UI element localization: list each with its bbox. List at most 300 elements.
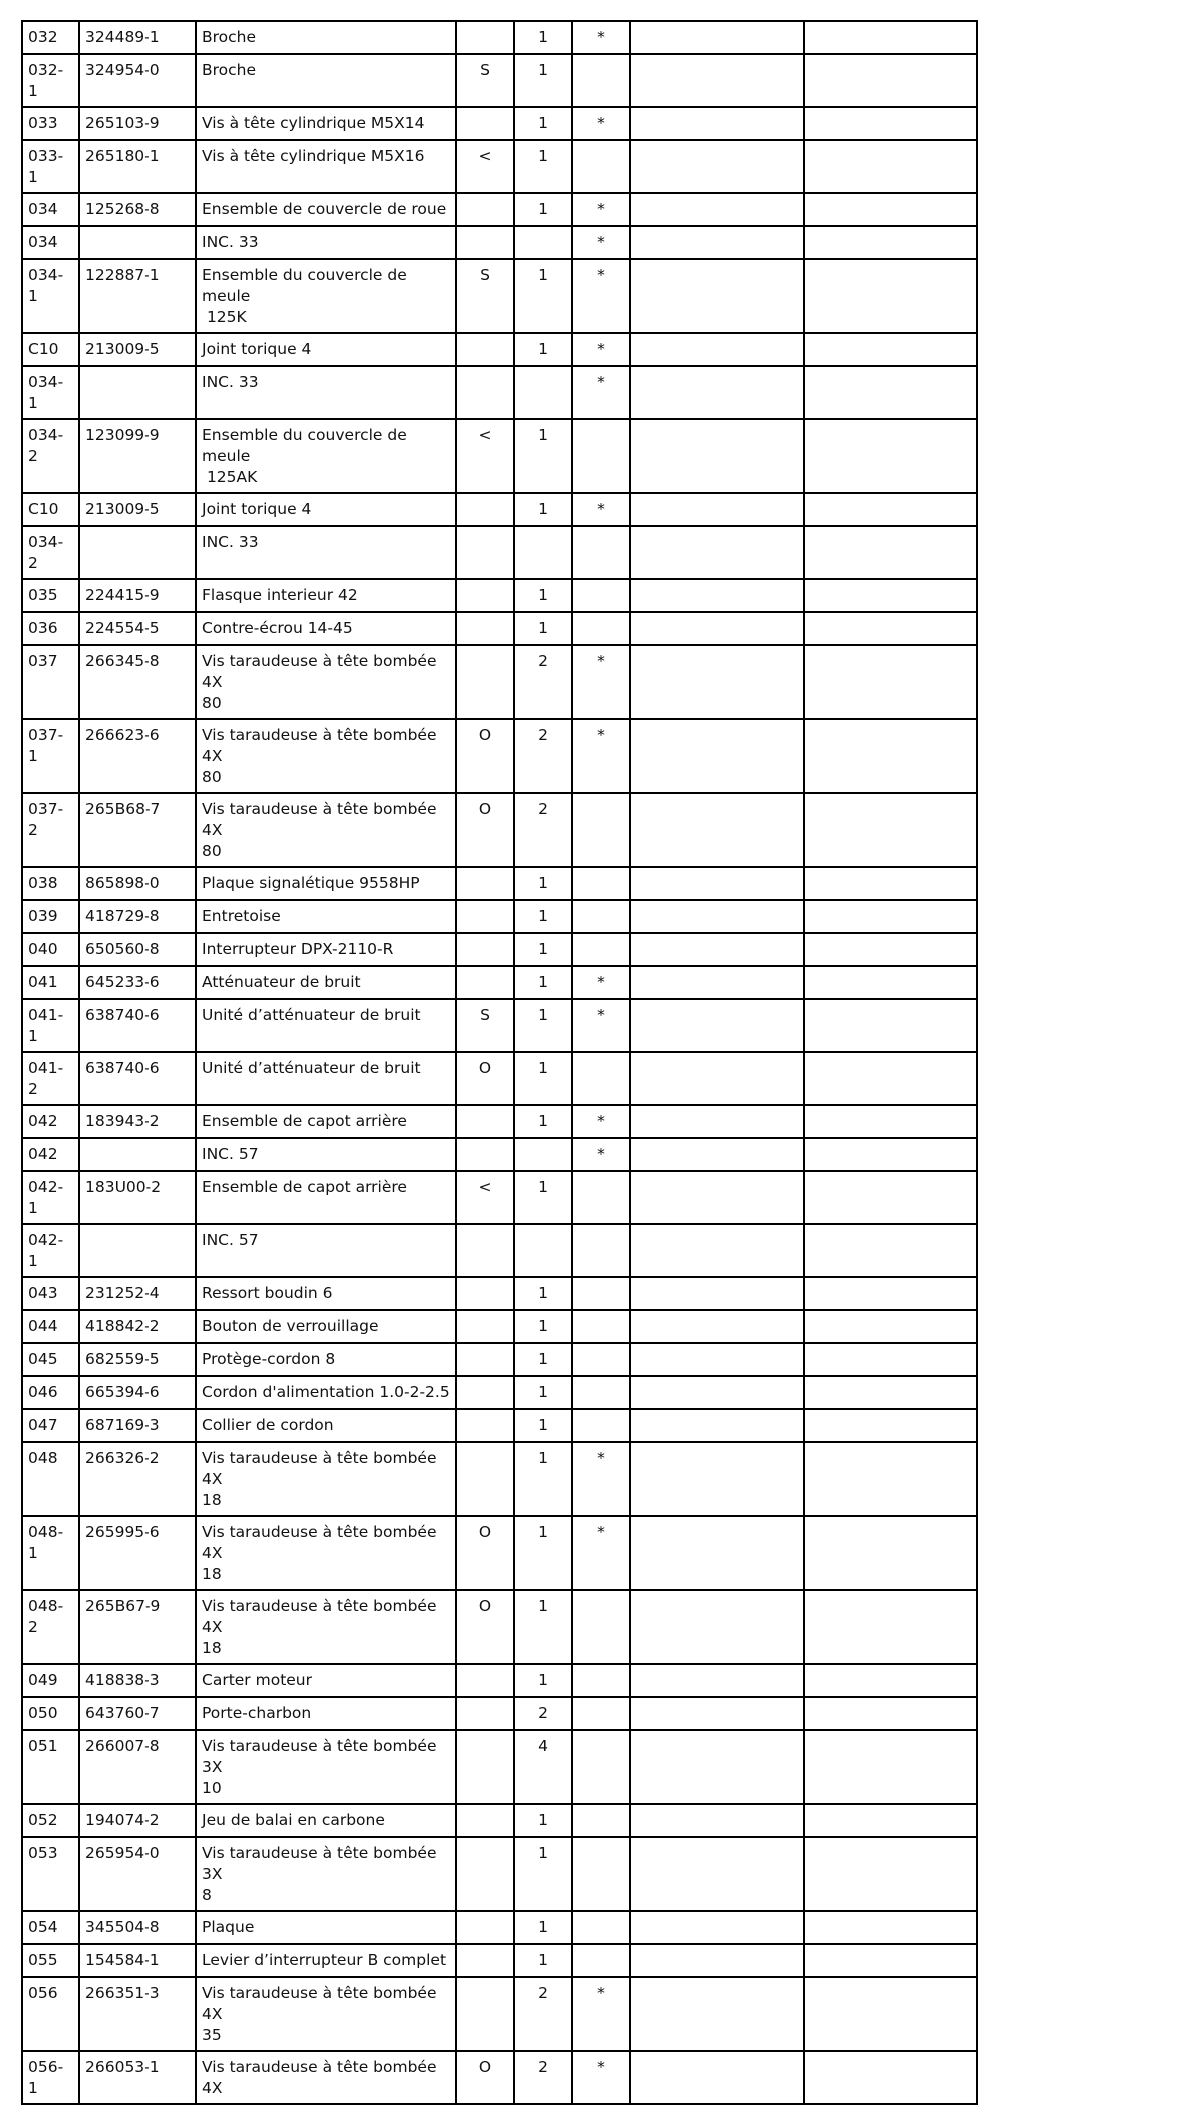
change-code-cell — [456, 933, 514, 966]
description-cell: Plaque — [196, 1911, 456, 1944]
marker-cell — [572, 1697, 630, 1730]
change-code-cell — [456, 1804, 514, 1837]
part-number-cell — [79, 366, 196, 419]
table-row — [22, 54, 977, 107]
table-row — [22, 579, 977, 612]
part-number-cell: 324954-0 — [79, 54, 196, 107]
remarks-cell — [804, 193, 977, 226]
marker-cell — [572, 933, 630, 966]
item-number-cell: 032-1 — [22, 54, 79, 107]
change-code-cell — [456, 1138, 514, 1171]
item-number-cell: 043 — [22, 1277, 79, 1310]
description-cell: Jeu de balai en carbone — [196, 1804, 456, 1837]
change-code-cell — [456, 1105, 514, 1138]
change-code-cell: O — [456, 1590, 514, 1664]
change-code-cell — [456, 493, 514, 526]
notes-cell — [630, 612, 804, 645]
quantity-cell — [514, 526, 572, 579]
notes-cell — [630, 1138, 804, 1171]
change-code-cell — [456, 1664, 514, 1697]
notes-cell — [630, 1664, 804, 1697]
part-number-cell: 194074-2 — [79, 1804, 196, 1837]
marker-cell: * — [572, 107, 630, 140]
change-code-cell — [456, 1409, 514, 1442]
description-cell: Interrupteur DPX-2110-R — [196, 933, 456, 966]
item-number-cell: 048-2 — [22, 1590, 79, 1664]
part-number-cell: 266053-1 — [79, 2051, 196, 2104]
notes-cell — [630, 1409, 804, 1442]
quantity-cell: 1 — [514, 1277, 572, 1310]
table-row — [22, 1697, 977, 1730]
description-cell: Contre-écrou 14-45 — [196, 612, 456, 645]
change-code-cell — [456, 1697, 514, 1730]
quantity-cell: 2 — [514, 719, 572, 793]
item-number-cell: 034-1 — [22, 259, 79, 333]
part-number-cell — [79, 1138, 196, 1171]
description-cell: Vis à tête cylindrique M5X14 — [196, 107, 456, 140]
part-number-cell: 224415-9 — [79, 579, 196, 612]
remarks-cell — [804, 1516, 977, 1590]
remarks-cell — [804, 419, 977, 493]
change-code-cell — [456, 966, 514, 999]
item-number-cell: 039 — [22, 900, 79, 933]
remarks-cell — [804, 999, 977, 1052]
notes-cell — [630, 419, 804, 493]
quantity-cell: 1 — [514, 1343, 572, 1376]
notes-cell — [630, 107, 804, 140]
item-number-cell: 033-1 — [22, 140, 79, 193]
change-code-cell — [456, 900, 514, 933]
description-cell: Atténuateur de bruit — [196, 966, 456, 999]
table-row — [22, 867, 977, 900]
description-cell: Ensemble du couvercle de meule 125AK — [196, 419, 456, 493]
marker-cell — [572, 1944, 630, 1977]
quantity-cell: 1 — [514, 900, 572, 933]
part-number-cell: 265B67-9 — [79, 1590, 196, 1664]
item-number-cell: 050 — [22, 1697, 79, 1730]
notes-cell — [630, 1837, 804, 1911]
table-row — [22, 1343, 977, 1376]
item-number-cell: 034-2 — [22, 526, 79, 579]
table-row — [22, 1804, 977, 1837]
table-row — [22, 1052, 977, 1105]
table-row — [22, 1944, 977, 1977]
part-number-cell: 865898-0 — [79, 867, 196, 900]
part-number-cell: 123099-9 — [79, 419, 196, 493]
remarks-cell — [804, 1171, 977, 1224]
table-row — [22, 1409, 977, 1442]
item-number-cell: 056 — [22, 1977, 79, 2051]
remarks-cell — [804, 333, 977, 366]
change-code-cell — [456, 1944, 514, 1977]
part-number-cell — [79, 1224, 196, 1277]
part-number-cell: 418842-2 — [79, 1310, 196, 1343]
marker-cell — [572, 54, 630, 107]
part-number-cell: 266351-3 — [79, 1977, 196, 2051]
notes-cell — [630, 526, 804, 579]
notes-cell — [630, 933, 804, 966]
item-number-cell: 053 — [22, 1837, 79, 1911]
remarks-cell — [804, 226, 977, 259]
marker-cell — [572, 579, 630, 612]
change-code-cell: O — [456, 793, 514, 867]
quantity-cell: 1 — [514, 1171, 572, 1224]
change-code-cell: S — [456, 259, 514, 333]
description-cell: Broche — [196, 21, 456, 54]
item-number-cell: 042 — [22, 1138, 79, 1171]
description-cell: Levier d’interrupteur B complet — [196, 1944, 456, 1977]
description-cell: Protège-cordon 8 — [196, 1343, 456, 1376]
quantity-cell: 2 — [514, 645, 572, 719]
notes-cell — [630, 1376, 804, 1409]
notes-cell — [630, 1105, 804, 1138]
part-number-cell: 266326-2 — [79, 1442, 196, 1516]
marker-cell: * — [572, 999, 630, 1052]
table-row — [22, 645, 977, 719]
notes-cell — [630, 1310, 804, 1343]
description-cell: Unité d’atténuateur de bruit — [196, 999, 456, 1052]
table-row — [22, 1105, 977, 1138]
description-cell: Vis taraudeuse à tête bombée 4X — [196, 2051, 456, 2104]
remarks-cell — [804, 140, 977, 193]
marker-cell — [572, 1409, 630, 1442]
part-number-cell: 183943-2 — [79, 1105, 196, 1138]
quantity-cell: 1 — [514, 419, 572, 493]
remarks-cell — [804, 793, 977, 867]
notes-cell — [630, 1516, 804, 1590]
marker-cell: * — [572, 1105, 630, 1138]
description-cell: INC. 33 — [196, 526, 456, 579]
notes-cell — [630, 1977, 804, 2051]
notes-cell — [630, 1343, 804, 1376]
notes-cell — [630, 1804, 804, 1837]
marker-cell: * — [572, 719, 630, 793]
item-number-cell: 037 — [22, 645, 79, 719]
part-number-cell: 650560-8 — [79, 933, 196, 966]
part-number-cell — [79, 226, 196, 259]
notes-cell — [630, 2051, 804, 2104]
notes-cell — [630, 333, 804, 366]
quantity-cell: 1 — [514, 193, 572, 226]
table-row — [22, 1977, 977, 2051]
remarks-cell — [804, 1804, 977, 1837]
description-cell: Collier de cordon — [196, 1409, 456, 1442]
table-row — [22, 193, 977, 226]
quantity-cell: 1 — [514, 1310, 572, 1343]
marker-cell — [572, 900, 630, 933]
parts-list-body — [22, 21, 977, 2104]
part-number-cell: 638740-6 — [79, 999, 196, 1052]
change-code-cell — [456, 612, 514, 645]
change-code-cell — [456, 1224, 514, 1277]
quantity-cell: 1 — [514, 1837, 572, 1911]
remarks-cell — [804, 1409, 977, 1442]
marker-cell — [572, 1804, 630, 1837]
part-number-cell: 265103-9 — [79, 107, 196, 140]
change-code-cell: S — [456, 999, 514, 1052]
marker-cell — [572, 1911, 630, 1944]
quantity-cell: 1 — [514, 999, 572, 1052]
description-cell: INC. 33 — [196, 366, 456, 419]
item-number-cell: 034 — [22, 193, 79, 226]
change-code-cell — [456, 1730, 514, 1804]
table-row — [22, 1224, 977, 1277]
change-code-cell: O — [456, 2051, 514, 2104]
remarks-cell — [804, 526, 977, 579]
change-code-cell — [456, 579, 514, 612]
item-number-cell: 042-1 — [22, 1224, 79, 1277]
notes-cell — [630, 1224, 804, 1277]
remarks-cell — [804, 54, 977, 107]
remarks-cell — [804, 933, 977, 966]
notes-cell — [630, 1697, 804, 1730]
remarks-cell — [804, 1697, 977, 1730]
marker-cell — [572, 419, 630, 493]
item-number-cell: 052 — [22, 1804, 79, 1837]
notes-cell — [630, 1442, 804, 1516]
change-code-cell — [456, 645, 514, 719]
quantity-cell: 1 — [514, 1052, 572, 1105]
remarks-cell — [804, 21, 977, 54]
notes-cell — [630, 1944, 804, 1977]
quantity-cell: 1 — [514, 1376, 572, 1409]
marker-cell: * — [572, 1138, 630, 1171]
part-number-cell: 213009-5 — [79, 333, 196, 366]
marker-cell: * — [572, 333, 630, 366]
marker-cell — [572, 612, 630, 645]
marker-cell — [572, 793, 630, 867]
table-row — [22, 1837, 977, 1911]
description-cell: Ensemble de capot arrière — [196, 1171, 456, 1224]
change-code-cell — [456, 867, 514, 900]
part-number-cell: 324489-1 — [79, 21, 196, 54]
description-cell: Vis taraudeuse à tête bombée 4X 18 — [196, 1442, 456, 1516]
marker-cell — [572, 1052, 630, 1105]
change-code-cell — [456, 1277, 514, 1310]
change-code-cell: O — [456, 1516, 514, 1590]
marker-cell — [572, 1730, 630, 1804]
item-number-cell: C10 — [22, 333, 79, 366]
part-number-cell: 638740-6 — [79, 1052, 196, 1105]
notes-cell — [630, 1052, 804, 1105]
quantity-cell: 2 — [514, 793, 572, 867]
remarks-cell — [804, 1376, 977, 1409]
description-cell: Vis taraudeuse à tête bombée 4X 80 — [196, 793, 456, 867]
quantity-cell — [514, 1224, 572, 1277]
notes-cell — [630, 1911, 804, 1944]
quantity-cell: 1 — [514, 1911, 572, 1944]
item-number-cell: 042-1 — [22, 1171, 79, 1224]
marker-cell — [572, 1837, 630, 1911]
item-number-cell: 035 — [22, 579, 79, 612]
marker-cell: * — [572, 1977, 630, 2051]
marker-cell — [572, 1343, 630, 1376]
item-number-cell: 045 — [22, 1343, 79, 1376]
notes-cell — [630, 493, 804, 526]
notes-cell — [630, 259, 804, 333]
quantity-cell — [514, 366, 572, 419]
table-row — [22, 1310, 977, 1343]
notes-cell — [630, 140, 804, 193]
part-number-cell: 418729-8 — [79, 900, 196, 933]
marker-cell — [572, 1664, 630, 1697]
item-number-cell: C10 — [22, 493, 79, 526]
description-cell: Vis taraudeuse à tête bombée 4X 35 — [196, 1977, 456, 2051]
quantity-cell: 2 — [514, 1977, 572, 2051]
part-number-cell: 183U00-2 — [79, 1171, 196, 1224]
part-number-cell: 266007-8 — [79, 1730, 196, 1804]
quantity-cell: 1 — [514, 612, 572, 645]
part-number-cell: 265995-6 — [79, 1516, 196, 1590]
item-number-cell: 041 — [22, 966, 79, 999]
marker-cell — [572, 1310, 630, 1343]
part-number-cell: 224554-5 — [79, 612, 196, 645]
item-number-cell: 049 — [22, 1664, 79, 1697]
remarks-cell — [804, 1052, 977, 1105]
item-number-cell: 033 — [22, 107, 79, 140]
marker-cell — [572, 1376, 630, 1409]
table-row — [22, 999, 977, 1052]
remarks-cell — [804, 1837, 977, 1911]
marker-cell: * — [572, 1442, 630, 1516]
change-code-cell: < — [456, 1171, 514, 1224]
quantity-cell: 1 — [514, 933, 572, 966]
quantity-cell: 2 — [514, 2051, 572, 2104]
quantity-cell: 4 — [514, 1730, 572, 1804]
remarks-cell — [804, 1277, 977, 1310]
change-code-cell — [456, 1343, 514, 1376]
item-number-cell: 041-1 — [22, 999, 79, 1052]
part-number-cell: 265180-1 — [79, 140, 196, 193]
table-row — [22, 493, 977, 526]
notes-cell — [630, 579, 804, 612]
notes-cell — [630, 54, 804, 107]
notes-cell — [630, 21, 804, 54]
part-number-cell: 687169-3 — [79, 1409, 196, 1442]
item-number-cell: 042 — [22, 1105, 79, 1138]
marker-cell — [572, 526, 630, 579]
item-number-cell: 044 — [22, 1310, 79, 1343]
remarks-cell — [804, 1442, 977, 1516]
part-number-cell: 125268-8 — [79, 193, 196, 226]
item-number-cell: 036 — [22, 612, 79, 645]
part-number-cell: 266623-6 — [79, 719, 196, 793]
quantity-cell: 1 — [514, 1105, 572, 1138]
quantity-cell: 1 — [514, 1664, 572, 1697]
change-code-cell: O — [456, 1052, 514, 1105]
description-cell: INC. 57 — [196, 1138, 456, 1171]
item-number-cell: 048-1 — [22, 1516, 79, 1590]
remarks-cell — [804, 1911, 977, 1944]
table-row — [22, 107, 977, 140]
quantity-cell: 1 — [514, 867, 572, 900]
item-number-cell: 034-1 — [22, 366, 79, 419]
marker-cell: * — [572, 966, 630, 999]
table-row — [22, 1664, 977, 1697]
marker-cell — [572, 867, 630, 900]
description-cell: Cordon d'alimentation 1.0-2-2.5 — [196, 1376, 456, 1409]
quantity-cell: 1 — [514, 493, 572, 526]
marker-cell — [572, 1171, 630, 1224]
remarks-cell — [804, 1224, 977, 1277]
notes-cell — [630, 719, 804, 793]
notes-cell — [630, 193, 804, 226]
quantity-cell: 1 — [514, 1944, 572, 1977]
item-number-cell: 054 — [22, 1911, 79, 1944]
quantity-cell: 1 — [514, 1409, 572, 1442]
description-cell: Vis à tête cylindrique M5X16 — [196, 140, 456, 193]
quantity-cell: 1 — [514, 1442, 572, 1516]
item-number-cell: 034-2 — [22, 419, 79, 493]
quantity-cell: 1 — [514, 966, 572, 999]
notes-cell — [630, 226, 804, 259]
quantity-cell — [514, 1138, 572, 1171]
quantity-cell: 1 — [514, 259, 572, 333]
marker-cell: * — [572, 366, 630, 419]
item-number-cell: 038 — [22, 867, 79, 900]
description-cell: Entretoise — [196, 900, 456, 933]
notes-cell — [630, 1171, 804, 1224]
description-cell: Broche — [196, 54, 456, 107]
marker-cell — [572, 1277, 630, 1310]
part-number-cell — [79, 526, 196, 579]
part-number-cell: 265954-0 — [79, 1837, 196, 1911]
remarks-cell — [804, 1138, 977, 1171]
description-cell: Vis taraudeuse à tête bombée 4X 18 — [196, 1590, 456, 1664]
remarks-cell — [804, 719, 977, 793]
table-row — [22, 1171, 977, 1224]
description-cell: Vis taraudeuse à tête bombée 3X 8 — [196, 1837, 456, 1911]
quantity-cell — [514, 226, 572, 259]
marker-cell: * — [572, 645, 630, 719]
part-number-cell: 122887-1 — [79, 259, 196, 333]
description-cell: Vis taraudeuse à tête bombée 3X 10 — [196, 1730, 456, 1804]
remarks-cell — [804, 612, 977, 645]
marker-cell: * — [572, 2051, 630, 2104]
change-code-cell — [456, 21, 514, 54]
table-row — [22, 2051, 977, 2104]
remarks-cell — [804, 867, 977, 900]
description-cell: Ensemble de capot arrière — [196, 1105, 456, 1138]
table-row — [22, 226, 977, 259]
marker-cell: * — [572, 226, 630, 259]
description-cell: Ensemble de couvercle de roue — [196, 193, 456, 226]
change-code-cell: O — [456, 719, 514, 793]
marker-cell — [572, 1590, 630, 1664]
remarks-cell — [804, 579, 977, 612]
change-code-cell — [456, 107, 514, 140]
description-cell: Vis taraudeuse à tête bombée 4X 80 — [196, 719, 456, 793]
notes-cell — [630, 366, 804, 419]
part-number-cell: 665394-6 — [79, 1376, 196, 1409]
remarks-cell — [804, 1310, 977, 1343]
part-number-cell: 213009-5 — [79, 493, 196, 526]
quantity-cell: 1 — [514, 333, 572, 366]
remarks-cell — [804, 1590, 977, 1664]
quantity-cell: 1 — [514, 1516, 572, 1590]
table-row — [22, 366, 977, 419]
description-cell: Joint torique 4 — [196, 333, 456, 366]
part-number-cell: 231252-4 — [79, 1277, 196, 1310]
quantity-cell: 1 — [514, 1804, 572, 1837]
remarks-cell — [804, 107, 977, 140]
marker-cell: * — [572, 21, 630, 54]
change-code-cell — [456, 226, 514, 259]
item-number-cell: 051 — [22, 1730, 79, 1804]
remarks-cell — [804, 2051, 977, 2104]
parts-list-table — [21, 20, 978, 2105]
remarks-cell — [804, 900, 977, 933]
